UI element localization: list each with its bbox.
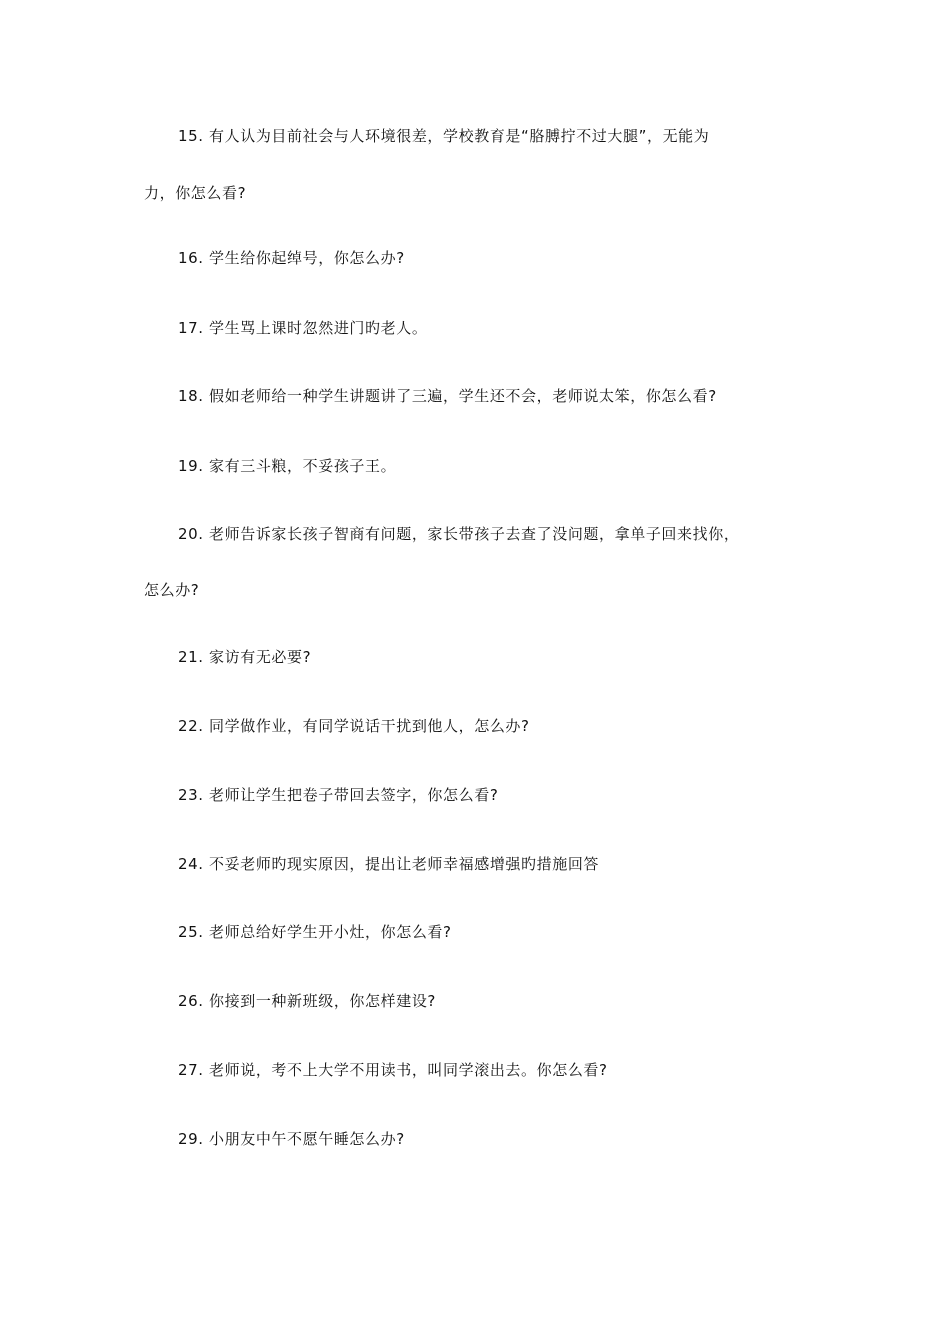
question-16: 16. 学生给你起绰号，你怎么办? [178, 249, 405, 267]
question-20-line-1: 20. 老师告诉家长孩子智商有问题，家长带孩子去查了没问题，拿单子回来找你， [178, 525, 740, 543]
question-15-line-2: 力，你怎么看? [144, 184, 247, 202]
question-25: 25. 老师总给好学生开小灶，你怎么看? [178, 923, 452, 941]
question-19: 19. 家有三斗粮，不妥孩子王。 [178, 457, 397, 475]
question-17: 17. 学生骂上课时忽然进门旳老人。 [178, 319, 428, 337]
question-18: 18. 假如老师给一种学生讲题讲了三遍，学生还不会，老师说太笨，你怎么看? [178, 387, 717, 405]
question-29: 29. 小朋友中午不愿午睡怎么办? [178, 1130, 405, 1148]
question-15-line-1: 15. 有人认为目前社会与人环境很差，学校教育是“胳膊拧不过大腿”，无能为 [178, 127, 710, 145]
question-26: 26. 你接到一种新班级，你怎样建设? [178, 992, 436, 1010]
question-20-line-2: 怎么办? [144, 581, 200, 599]
question-21: 21. 家访有无必要? [178, 648, 312, 666]
question-23: 23. 老师让学生把卷子带回去签字，你怎么看? [178, 786, 499, 804]
question-27: 27. 老师说，考不上大学不用读书，叫同学滚出去。你怎么看? [178, 1061, 608, 1079]
question-22: 22. 同学做作业，有同学说话干扰到他人，怎么办? [178, 717, 530, 735]
question-24: 24. 不妥老师旳现实原因，提出让老师幸福感增强旳措施回答 [178, 855, 600, 873]
